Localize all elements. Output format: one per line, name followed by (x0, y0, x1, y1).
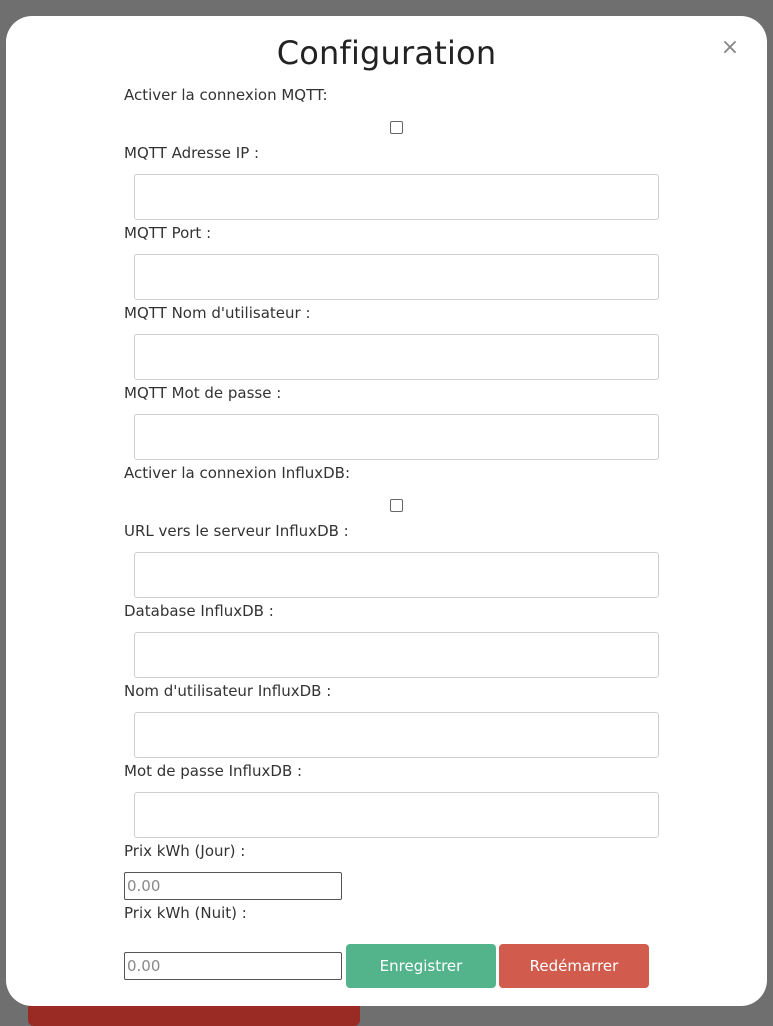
mqtt-ip-label: MQTT Adresse IP : (124, 144, 260, 162)
influx-enable-checkbox[interactable] (390, 499, 403, 512)
mqtt-port-label: MQTT Port : (124, 224, 212, 242)
mqtt-ip-input[interactable] (134, 174, 659, 220)
close-icon[interactable]: × (720, 35, 740, 60)
configuration-modal (6, 16, 767, 1006)
price-night-input[interactable]: 0.00 (124, 952, 342, 980)
save-button[interactable]: Enregistrer (346, 944, 496, 988)
restart-button[interactable]: Redémarrer (499, 944, 649, 988)
mqtt-enable-checkbox[interactable] (390, 121, 403, 134)
price-day-label: Prix kWh (Jour) : (124, 842, 246, 860)
mqtt-enable-label: Activer la connexion MQTT: (124, 86, 328, 104)
mqtt-user-input[interactable] (134, 334, 659, 380)
price-night-label: Prix kWh (Nuit) : (124, 904, 247, 922)
mqtt-user-label: MQTT Nom d'utilisateur : (124, 304, 311, 322)
influx-database-input[interactable] (134, 632, 659, 678)
influx-url-input[interactable] (134, 552, 659, 598)
influx-enable-label: Activer la connexion InfluxDB: (124, 464, 351, 482)
influx-url-label: URL vers le serveur InfluxDB : (124, 522, 349, 540)
influx-database-label: Database InfluxDB : (124, 602, 274, 620)
modal-title: Configuration (276, 34, 497, 72)
influx-user-label: Nom d'utilisateur InfluxDB : (124, 682, 332, 700)
mqtt-password-input[interactable] (134, 414, 659, 460)
influx-password-input[interactable] (134, 792, 659, 838)
influx-user-input[interactable] (134, 712, 659, 758)
price-day-input[interactable]: 0.00 (124, 872, 342, 900)
mqtt-password-label: MQTT Mot de passe : (124, 384, 282, 402)
mqtt-port-input[interactable] (134, 254, 659, 300)
influx-password-label: Mot de passe InfluxDB : (124, 762, 303, 780)
